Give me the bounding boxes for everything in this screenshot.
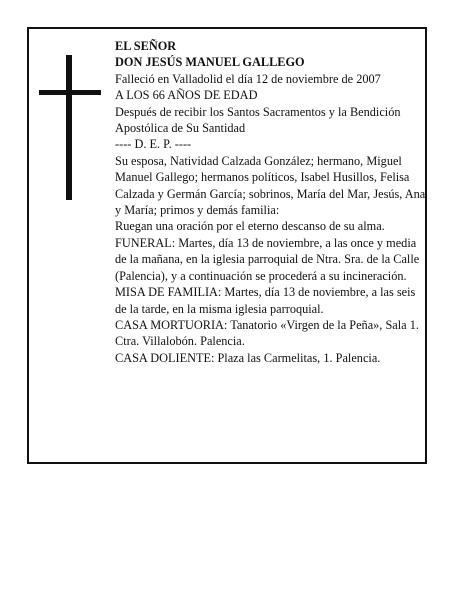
obituary-text — [115, 38, 427, 366]
notice-funeral: FUNERAL: Martes, día 13 de noviembre, a las once y media de la mañana, en la iglesia parroquial de Ntra. Sra. de la Calle (Palencia), y a continuación se procederá a su incineración. — [115, 235, 420, 283]
cross-icon — [39, 55, 101, 200]
notice-mortuary: CASA MORTUORIA: Tanatorio «Virgen de la Peña», Sala 1. Ctra. Villalobón. Palencia. — [115, 317, 419, 349]
obituary-notice-frame — [27, 27, 427, 464]
notice-rip: ---- D. E. P. ---- — [115, 137, 192, 152]
notice-prayer: Ruegan una oración por el eterno descanso de su alma. — [115, 219, 385, 234]
notice-title-line1: EL SEÑOR — [115, 39, 177, 53]
notice-deceased-name: DON JESÚS MANUEL GALLEGO — [115, 55, 305, 70]
notice-mourning-house: CASA DOLIENTE: Plaza las Carmelitas, 1. Palencia. — [115, 350, 381, 365]
notice-family: Su esposa, Natividad Calzada González; hermano, Miguel Manuel Gallego; hermanos políticos, Isabel Husillos, Felisa Calzada y Germán García; sobrinos, María del Mar, Jesús, Ana y María; primos y demás familia: — [115, 153, 426, 218]
notice-death-line: Falleció en Valladolid el día 12 de noviembre de 2007 — [115, 71, 381, 86]
cross-horizontal-bar — [39, 90, 101, 95]
notice-age-line: A LOS 66 AÑOS DE EDAD — [115, 88, 258, 103]
notice-family-mass: MISA DE FAMILIA: Martes, día 13 de noviembre, a las seis de la tarde, en la misma iglesia parroquial. — [115, 285, 416, 316]
cross-vertical-bar — [66, 55, 72, 200]
notice-sacraments: Después de recibir los Santos Sacramentos y la Bendición Apostólica de Su Santidad — [115, 104, 401, 136]
